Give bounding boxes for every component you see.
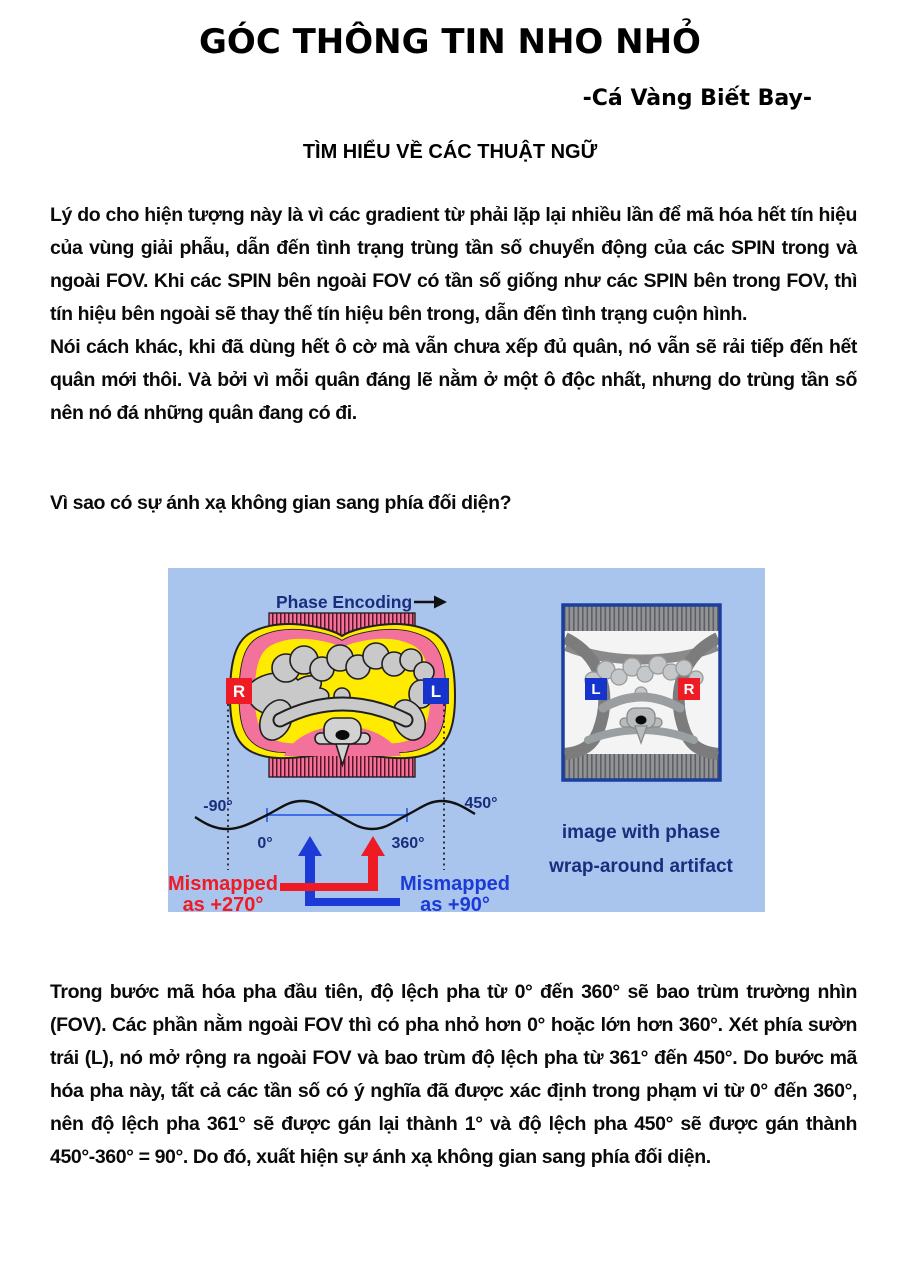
- sine-wave: [195, 801, 475, 829]
- svg-text:L: L: [591, 681, 601, 698]
- mismapped-line-blue: [305, 898, 400, 906]
- mismapped-arrow-red: [280, 836, 385, 891]
- phase-encoding-arrow-icon: [414, 596, 447, 609]
- body-cross-section: [230, 624, 455, 765]
- svg-text:R: R: [232, 682, 246, 701]
- mismapped-label-right: [400, 873, 510, 912]
- svg-text:image with phase: image with phase: [561, 822, 721, 843]
- svg-text:R: R: [683, 681, 695, 698]
- question-heading: Vì sao có sự ánh xạ không gian sang phía đối diện?: [50, 492, 512, 514]
- mismapped-arrow-blue: [298, 836, 322, 906]
- marker-l: [423, 678, 449, 704]
- subtitle: TÌM HIỂU VỀ CÁC THUẬT NGỮ: [302, 141, 598, 163]
- wrapped-marker-l: [585, 678, 607, 700]
- paragraph-reason: [50, 199, 857, 430]
- label-450: 450°: [464, 795, 498, 812]
- svg-text:wrap-around artifact: wrap-around artifact: [549, 856, 733, 877]
- label-neg-90: -90°: [203, 798, 233, 815]
- wrapped-marker-r: [678, 678, 700, 700]
- page-title: GÓC THÔNG TIN NHO NHỎ: [199, 22, 701, 62]
- attribution: -Cá Vàng Biết Bay-: [582, 86, 812, 111]
- wrapped-image-caption: [548, 822, 733, 877]
- paragraph-explanation: Trong bước mã hóa pha đầu tiên, độ lệch pha từ 0° đến 360° sẽ bao trùm trường nhìn (FOV). Các phần nằm ngoài FOV thì có pha nhỏ hơn 0° hoặc lớn hơn 360°. Xét phía sườn trái (L), nó mở rộng ra ngoài FOV và bao trùm độ lệch pha từ 361° đến 450°. Do bước mã hóa pha này, tất cả các tần số có ý nghĩa đã được xác định trong phạm vi từ 0° đến 360°, nên độ lệch pha 361° sẽ được gán lại thành 1° và độ lệch pha 450° sẽ được gán thành 450°-360° = 90°. Do đó, xuất hiện sự ánh xạ không gian sang phía đối diện.: [50, 981, 857, 1168]
- marker-r: [226, 678, 252, 704]
- phase-encoding-label: Phase Encoding: [276, 592, 413, 612]
- svg-text:Mismapped: Mismapped: [168, 873, 279, 895]
- figure-panel: [168, 568, 765, 912]
- label-0: 0°: [257, 835, 273, 852]
- svg-text:as +90°: as +90°: [420, 894, 490, 912]
- wrapped-image: [563, 605, 720, 780]
- paragraph-reason-part2: Nói cách khác, khi đã dùng hết ô cờ mà vẫn chưa xếp đủ quân, nó vẫn sẽ rải tiếp đến hết quân mới thôi. Và bởi vì mỗi quân đáng lẽ nằm ở một ô độc nhất, nhưng do trùng tần số nên nó đá những quân đang có đi.: [50, 336, 857, 424]
- label-360: 360°: [391, 835, 425, 852]
- phase-wrap-diagram: [168, 568, 765, 912]
- svg-text:as +270°: as +270°: [182, 894, 264, 912]
- mismapped-label-left: [168, 873, 278, 912]
- svg-text:Mismapped: Mismapped: [399, 873, 511, 895]
- svg-text:L: L: [430, 682, 442, 701]
- paragraph-reason-part1: Lý do cho hiện tượng này là vì các gradient từ phải lặp lại nhiều lần để mã hóa hết tín hiệu của vùng giải phẫu, dẫn đến tình trạng trùng tần số chuyển động của các SPIN trong và ngoài FOV. Khi các SPIN bên ngoài FOV có tần số giống như các SPIN bên trong FOV, thì tín hiệu bên ngoài sẽ thay thế tín hiệu bên trong, dẫn đến tình trạng cuộn hình.: [50, 204, 857, 325]
